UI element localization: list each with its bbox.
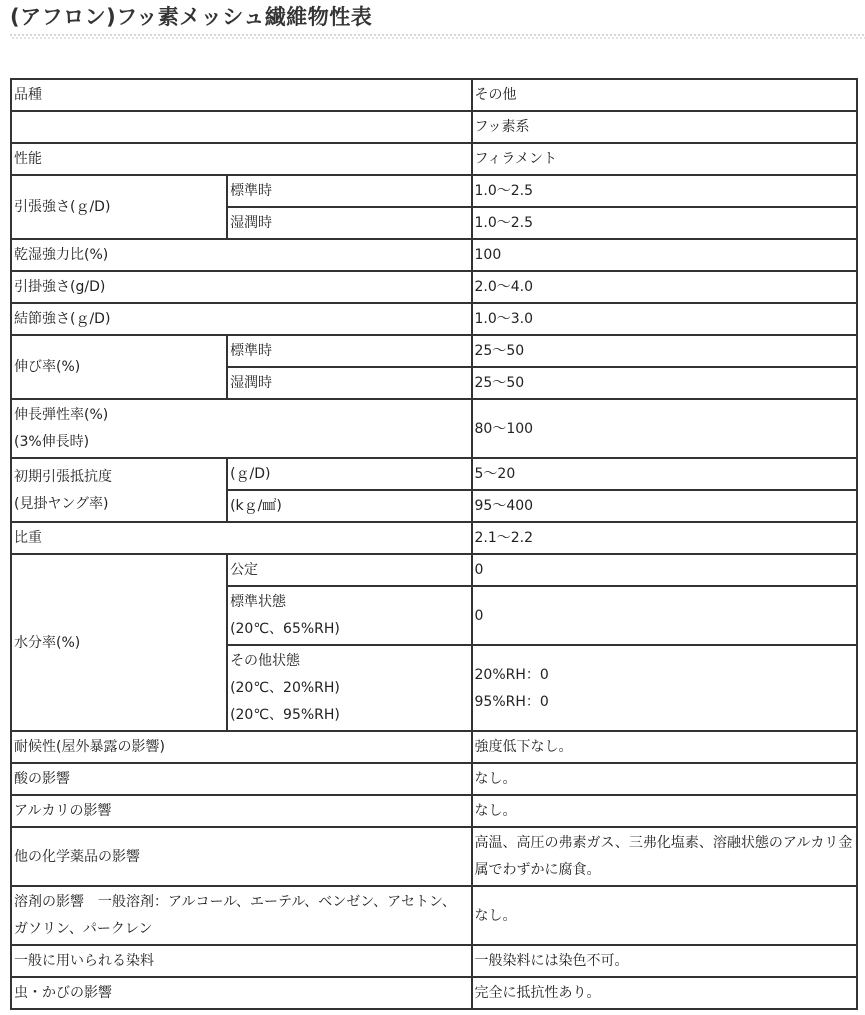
row-value: 100 bbox=[472, 239, 857, 271]
fiber-properties-table bbox=[10, 78, 858, 1010]
row-label: 品種 bbox=[11, 79, 472, 111]
row-sublabel-line: (20℃、65%RH) bbox=[230, 621, 340, 637]
row-sublabel-line: 標準状態 bbox=[230, 594, 287, 610]
row-sublabel: (kｇ/㎟) bbox=[227, 490, 471, 522]
row-label: アルカリの影響 bbox=[11, 795, 472, 827]
row-label: 乾湿強力比(%) bbox=[11, 239, 472, 271]
table-row bbox=[11, 827, 857, 886]
table-row bbox=[11, 143, 857, 175]
row-sublabel: 湿潤時 bbox=[227, 367, 471, 399]
row-value: 完全に抵抗性あり。 bbox=[472, 977, 857, 1009]
row-value: 一般染料には染色不可。 bbox=[472, 945, 857, 977]
row-sublabel bbox=[227, 586, 471, 645]
table-row bbox=[11, 239, 857, 271]
row-label: 伸び率(%) bbox=[11, 335, 227, 399]
row-label-line: 初期引張抵抗度 bbox=[14, 468, 112, 485]
row-label bbox=[11, 399, 472, 458]
table-row bbox=[11, 79, 857, 111]
row-label: 虫・かびの影響 bbox=[11, 977, 472, 1009]
row-label: 引張強さ(ｇ/D) bbox=[11, 175, 227, 239]
row-value: なし。 bbox=[472, 886, 857, 945]
row-label: 耐候性(屋外暴露の影響) bbox=[11, 731, 472, 763]
table-row bbox=[11, 554, 857, 586]
row-value: 2.0～4.0 bbox=[472, 271, 857, 303]
table-row bbox=[11, 795, 857, 827]
row-label: 他の化学薬品の影響 bbox=[11, 827, 472, 886]
row-label-line: (見掛ヤング率) bbox=[14, 495, 109, 512]
row-value: 1.0～2.5 bbox=[472, 207, 857, 239]
row-value: 1.0～2.5 bbox=[472, 175, 857, 207]
table-row bbox=[11, 399, 857, 458]
row-label-line: (3%伸長時) bbox=[14, 434, 90, 450]
row-value: 0 bbox=[472, 554, 857, 586]
page-title: (アフロン)フッ素メッシュ繊維物性表 bbox=[10, 5, 373, 29]
row-label: 性能 bbox=[11, 143, 472, 175]
table-row bbox=[11, 522, 857, 554]
row-value: 25～50 bbox=[472, 367, 857, 399]
table-row bbox=[11, 111, 857, 143]
row-label: 一般に用いられる染料 bbox=[11, 945, 472, 977]
table-row bbox=[11, 303, 857, 335]
row-sublabel: 湿潤時 bbox=[227, 207, 471, 239]
row-value-line: 95%RH：0 bbox=[474, 693, 549, 710]
row-value: 2.1～2.2 bbox=[472, 522, 857, 554]
row-value: なし。 bbox=[472, 763, 857, 795]
row-value: 1.0～3.0 bbox=[472, 303, 857, 335]
title-divider bbox=[10, 34, 865, 39]
table-row bbox=[11, 458, 857, 490]
row-sublabel: 標準時 bbox=[227, 175, 471, 207]
row-sublabel: 公定 bbox=[227, 554, 471, 586]
row-label: 結節強さ(ｇ/D) bbox=[11, 303, 472, 335]
table-row bbox=[11, 763, 857, 795]
row-value: フィラメント bbox=[472, 143, 857, 175]
row-sublabel-line: (20℃、20%RH) bbox=[230, 680, 340, 696]
row-value: その他 bbox=[472, 79, 857, 111]
row-sublabel bbox=[227, 645, 471, 731]
row-value: 強度低下なし。 bbox=[472, 731, 857, 763]
row-value: フッ素系 bbox=[472, 111, 857, 143]
table-row bbox=[11, 271, 857, 303]
row-value: 5～20 bbox=[472, 458, 857, 490]
row-value: 高温、高圧の弗素ガス、三弗化塩素、溶融状態のアルカリ金属でわずかに腐食。 bbox=[472, 827, 857, 886]
row-sublabel: (ｇ/D) bbox=[227, 458, 471, 490]
table-row bbox=[11, 731, 857, 763]
row-sublabel: 標準時 bbox=[227, 335, 471, 367]
row-sublabel-line: その他状態 bbox=[230, 653, 301, 669]
table-row bbox=[11, 335, 857, 367]
row-label: 酸の影響 bbox=[11, 763, 472, 795]
row-label bbox=[11, 458, 227, 522]
table-row bbox=[11, 945, 857, 977]
row-value bbox=[472, 645, 857, 731]
row-value: 80～100 bbox=[472, 399, 857, 458]
row-value: 25～50 bbox=[472, 335, 857, 367]
table-row bbox=[11, 886, 857, 945]
row-value: なし。 bbox=[472, 795, 857, 827]
row-value-line: 20%RH：0 bbox=[474, 666, 549, 683]
row-label: 溶剤の影響 一般溶剤：アルコール、エーテル、ベンゼン、アセトン、ガソリン、パークレン bbox=[11, 886, 472, 945]
table-row bbox=[11, 175, 857, 207]
row-label bbox=[11, 111, 472, 143]
row-value: 95～400 bbox=[472, 490, 857, 522]
row-sublabel-line: (20℃、95%RH) bbox=[230, 707, 340, 723]
row-label: 水分率(%) bbox=[11, 554, 227, 731]
row-label-line: 伸長弾性率(%) bbox=[14, 407, 109, 423]
row-label: 引掛強さ(g/D) bbox=[11, 271, 472, 303]
table-row bbox=[11, 977, 857, 1009]
row-value: 0 bbox=[472, 586, 857, 645]
row-label: 比重 bbox=[11, 522, 472, 554]
